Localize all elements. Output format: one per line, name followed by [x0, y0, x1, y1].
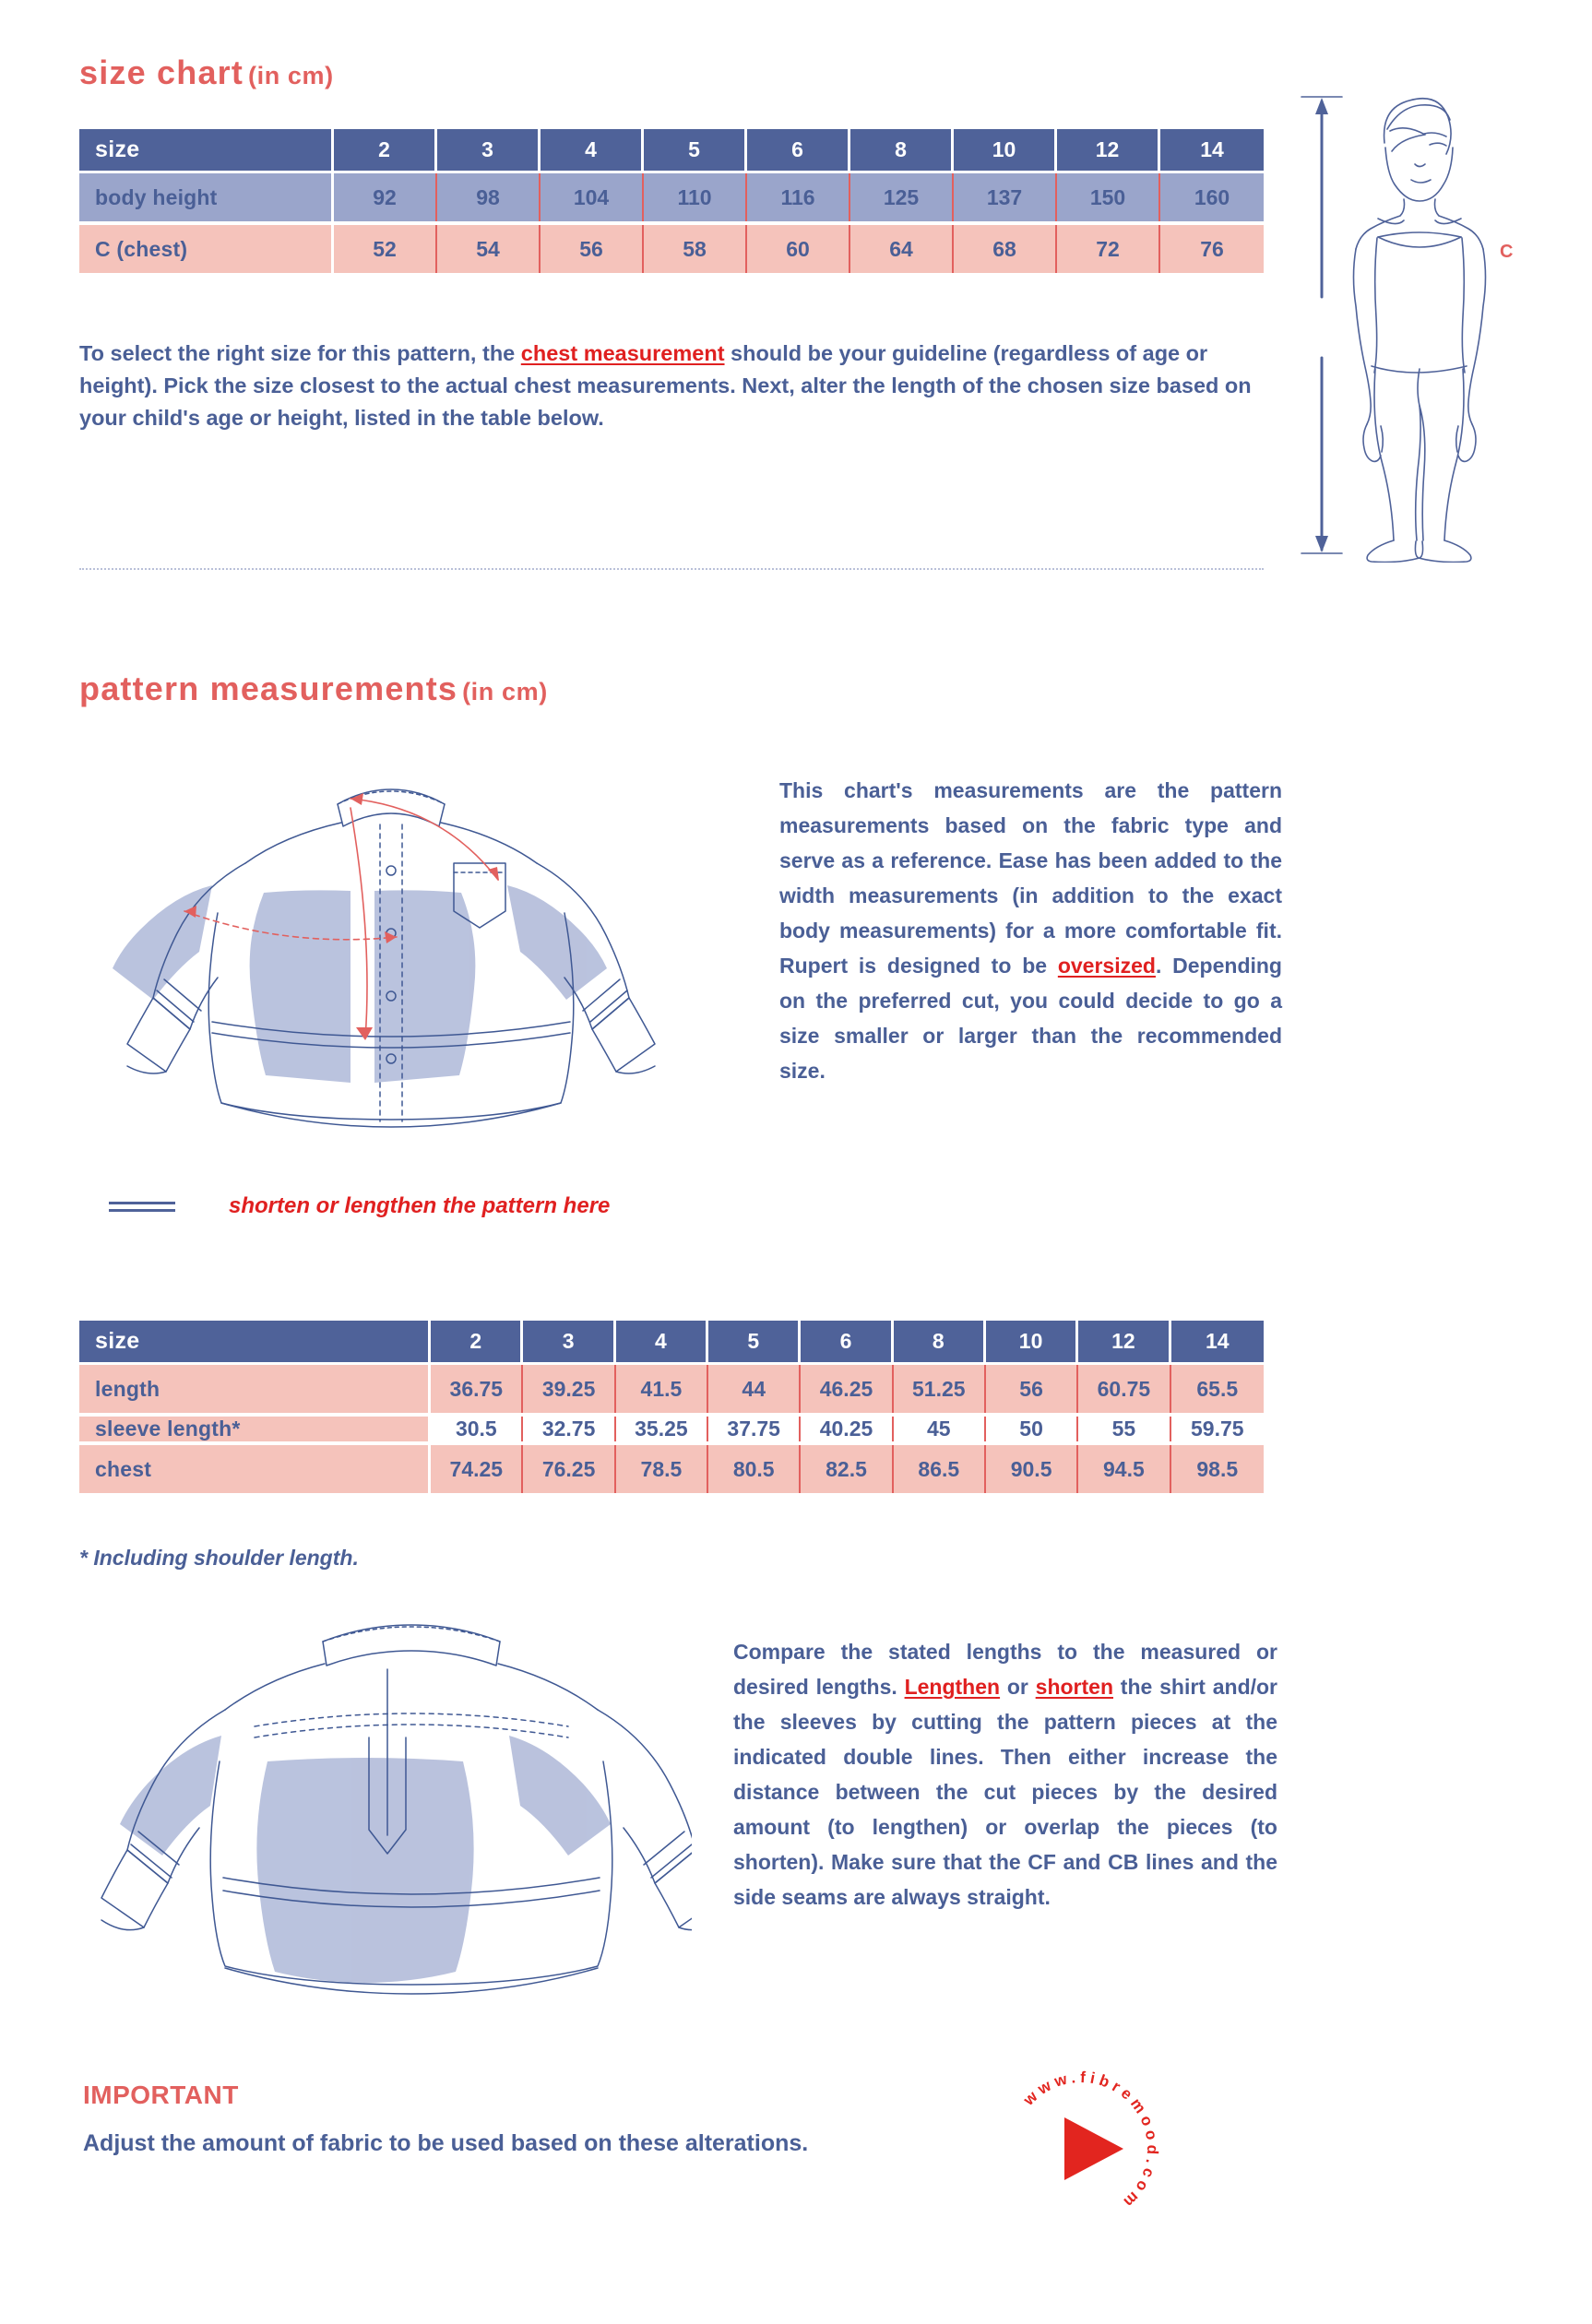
- chest-3: 54: [437, 225, 541, 273]
- important-text: Adjust the amount of fabric to be used based on these alterations.: [83, 2130, 809, 2156]
- sleeve-length-2: 30.5: [431, 1417, 523, 1441]
- oversized-highlight: oversized: [1057, 954, 1156, 978]
- sleeve-length-3: 32.75: [523, 1417, 615, 1441]
- pattern-col-10: 10: [986, 1321, 1078, 1365]
- length-2: 36.75: [431, 1365, 523, 1413]
- body-height-6: 116: [747, 173, 850, 221]
- pattern-chest-14: 98.5: [1171, 1445, 1264, 1493]
- sleeve-length-4: 35.25: [616, 1417, 708, 1441]
- play-triangle-icon: [1064, 2117, 1123, 2180]
- table-header-row: [79, 1321, 1264, 1365]
- pattern-col-8: 8: [894, 1321, 986, 1365]
- shirt-back-shading: [120, 1736, 611, 1983]
- length-12: 60.75: [1078, 1365, 1170, 1413]
- pattern-chest-5: 80.5: [708, 1445, 801, 1493]
- select-size-paragraph: [79, 338, 1269, 434]
- pattern-measurements-heading-main: pattern measurements: [79, 670, 458, 707]
- section-divider: [79, 568, 1264, 570]
- size-chart-col-4: 4: [541, 129, 644, 173]
- body-height-4: 104: [541, 173, 644, 221]
- length-8: 51.25: [894, 1365, 986, 1413]
- pattern-col-6: 6: [801, 1321, 893, 1365]
- size-chart-col-12: 12: [1057, 129, 1160, 173]
- length-4: 41.5: [616, 1365, 708, 1413]
- compare-part2: or: [1000, 1675, 1036, 1699]
- pattern-measurements-table: [79, 1321, 1264, 1493]
- table-row-chest: [79, 225, 1264, 273]
- pattern-col-5: 5: [708, 1321, 801, 1365]
- size-chart-heading-main: size chart: [79, 53, 244, 91]
- sleeve-length-5: 37.75: [708, 1417, 801, 1441]
- chest-14: 76: [1160, 225, 1264, 273]
- pattern-chest-12: 94.5: [1078, 1445, 1170, 1493]
- length-5: 44: [708, 1365, 801, 1413]
- fibremood-logo[interactable]: [989, 2057, 1173, 2246]
- pattern-chest-4: 78.5: [616, 1445, 708, 1493]
- select-size-part1: To select the right size for this pattern, the: [79, 341, 521, 365]
- size-chart-table: [79, 129, 1264, 273]
- shirt-shading: [113, 885, 607, 1083]
- pattern-chest-6: 82.5: [801, 1445, 893, 1493]
- body-height-8: 125: [850, 173, 954, 221]
- footnote-shoulder-length: * Including shoulder length.: [79, 1546, 359, 1570]
- row-label-chest: C (chest): [79, 225, 334, 273]
- sleeve-length-6: 40.25: [801, 1417, 893, 1441]
- shirt-back-illustration: [83, 1614, 692, 2034]
- shorten-highlight: shorten: [1035, 1675, 1114, 1699]
- chest-10: 68: [954, 225, 1057, 273]
- body-figure-illustration: [1289, 92, 1520, 567]
- pattern-col-12: 12: [1078, 1321, 1170, 1365]
- length-14: 65.5: [1171, 1365, 1264, 1413]
- pattern-col-3: 3: [523, 1321, 615, 1365]
- row-label-body-height: body height: [79, 173, 334, 221]
- row-label-sleeve-length: sleeve length*: [79, 1417, 431, 1441]
- body-height-12: 150: [1057, 173, 1160, 221]
- sleeve-length-14: 59.75: [1171, 1417, 1264, 1441]
- table-row-length: [79, 1365, 1264, 1413]
- size-chart-col-10: 10: [954, 129, 1057, 173]
- body-height-5: 110: [644, 173, 747, 221]
- important-title: IMPORTANT: [83, 2081, 239, 2109]
- length-6: 46.25: [801, 1365, 893, 1413]
- chest-measurement-highlight: chest measurement: [520, 341, 725, 365]
- size-chart-heading-sub: (in cm): [248, 62, 334, 89]
- size-chart-col-6: 6: [747, 129, 850, 173]
- size-chart-col-5: 5: [644, 129, 747, 173]
- chest-5: 58: [644, 225, 747, 273]
- height-arrow-icon: [1301, 97, 1342, 553]
- sleeve-length-10: 50: [986, 1417, 1078, 1441]
- body-height-10: 137: [954, 173, 1057, 221]
- chart-note-part2: . Depending on the preferred cut, you could decide to go a size smaller or larger than the recommended size.: [779, 954, 1282, 1083]
- length-3: 39.25: [523, 1365, 615, 1413]
- body-height-3: 98: [437, 173, 541, 221]
- size-chart-col-14: 14: [1160, 129, 1264, 173]
- table-row-pattern-chest: [79, 1445, 1264, 1493]
- legend-label: shorten or lengthen the pattern here: [229, 1193, 611, 1218]
- table-header-row: [79, 129, 1264, 173]
- legend-shorten-lengthen: [109, 1193, 610, 1219]
- chart-note-part1: This chart's measurements are the pattern measurements based on the fabric type and serve as a reference. Ease has been added to the width measurements (in addition to the exact body measurements) for a more comfortable fit. Rupert is designed to be: [779, 778, 1282, 978]
- body-height-2: 92: [334, 173, 437, 221]
- pattern-col-2: 2: [431, 1321, 523, 1365]
- pattern-chest-10: 90.5: [986, 1445, 1078, 1493]
- lengthen-highlight: Lengthen: [904, 1675, 1001, 1699]
- sleeve-length-12: 55: [1078, 1417, 1170, 1441]
- logo-text: www.fibremood.com: [1019, 2068, 1162, 2214]
- compare-lengths-paragraph: [733, 1634, 1277, 1915]
- pattern-chest-2: 74.25: [431, 1445, 523, 1493]
- double-line-icon: [109, 1202, 175, 1212]
- chest-8: 64: [850, 225, 954, 273]
- length-10: 56: [986, 1365, 1078, 1413]
- pattern-header-label: size: [79, 1321, 431, 1365]
- shirt-front-illustration: [74, 775, 710, 1148]
- chart-note-paragraph: [779, 773, 1282, 1088]
- pattern-measurements-heading-sub: (in cm): [462, 678, 548, 706]
- table-row-body-height: [79, 173, 1264, 221]
- chest-12: 72: [1057, 225, 1160, 273]
- row-label-length: length: [79, 1365, 431, 1413]
- pattern-chest-8: 86.5: [894, 1445, 986, 1493]
- size-chart-col-2: 2: [334, 129, 437, 173]
- chest-6: 60: [747, 225, 850, 273]
- table-row-sleeve-length: [79, 1417, 1264, 1441]
- sleeve-length-8: 45: [894, 1417, 986, 1441]
- size-chart-header-label: size: [79, 129, 334, 173]
- pattern-col-14: 14: [1171, 1321, 1264, 1365]
- pattern-col-4: 4: [616, 1321, 708, 1365]
- row-label-pattern-chest: chest: [79, 1445, 431, 1493]
- compare-part1: Compare the stated lengths to the measured or desired lengths.: [733, 1640, 1277, 1699]
- pattern-chest-3: 76.25: [523, 1445, 615, 1493]
- chest-2: 52: [334, 225, 437, 273]
- pattern-measurements-title: [79, 670, 548, 708]
- size-chart-col-8: 8: [850, 129, 954, 173]
- body-height-14: 160: [1160, 173, 1264, 221]
- select-size-part2: should be your guideline (regardless of age or height). Pick the size closest to the actual chest measurements. Next, alter the length of the chosen size based on your child's age or height, listed in the table below.: [79, 341, 1252, 430]
- size-chart-col-3: 3: [437, 129, 541, 173]
- chest-label-c: C: [1500, 242, 1514, 262]
- page-title: [79, 53, 334, 92]
- compare-part3: the shirt and/or the sleeves by cutting the pattern pieces at the indicated double lines. Then either increase the distance between the cut pieces by the desired amount (to lengthen) or overlap the pieces (to shorten). Make sure that the CF and CB lines and the side seams are always straight.: [733, 1675, 1278, 1909]
- chest-4: 56: [541, 225, 644, 273]
